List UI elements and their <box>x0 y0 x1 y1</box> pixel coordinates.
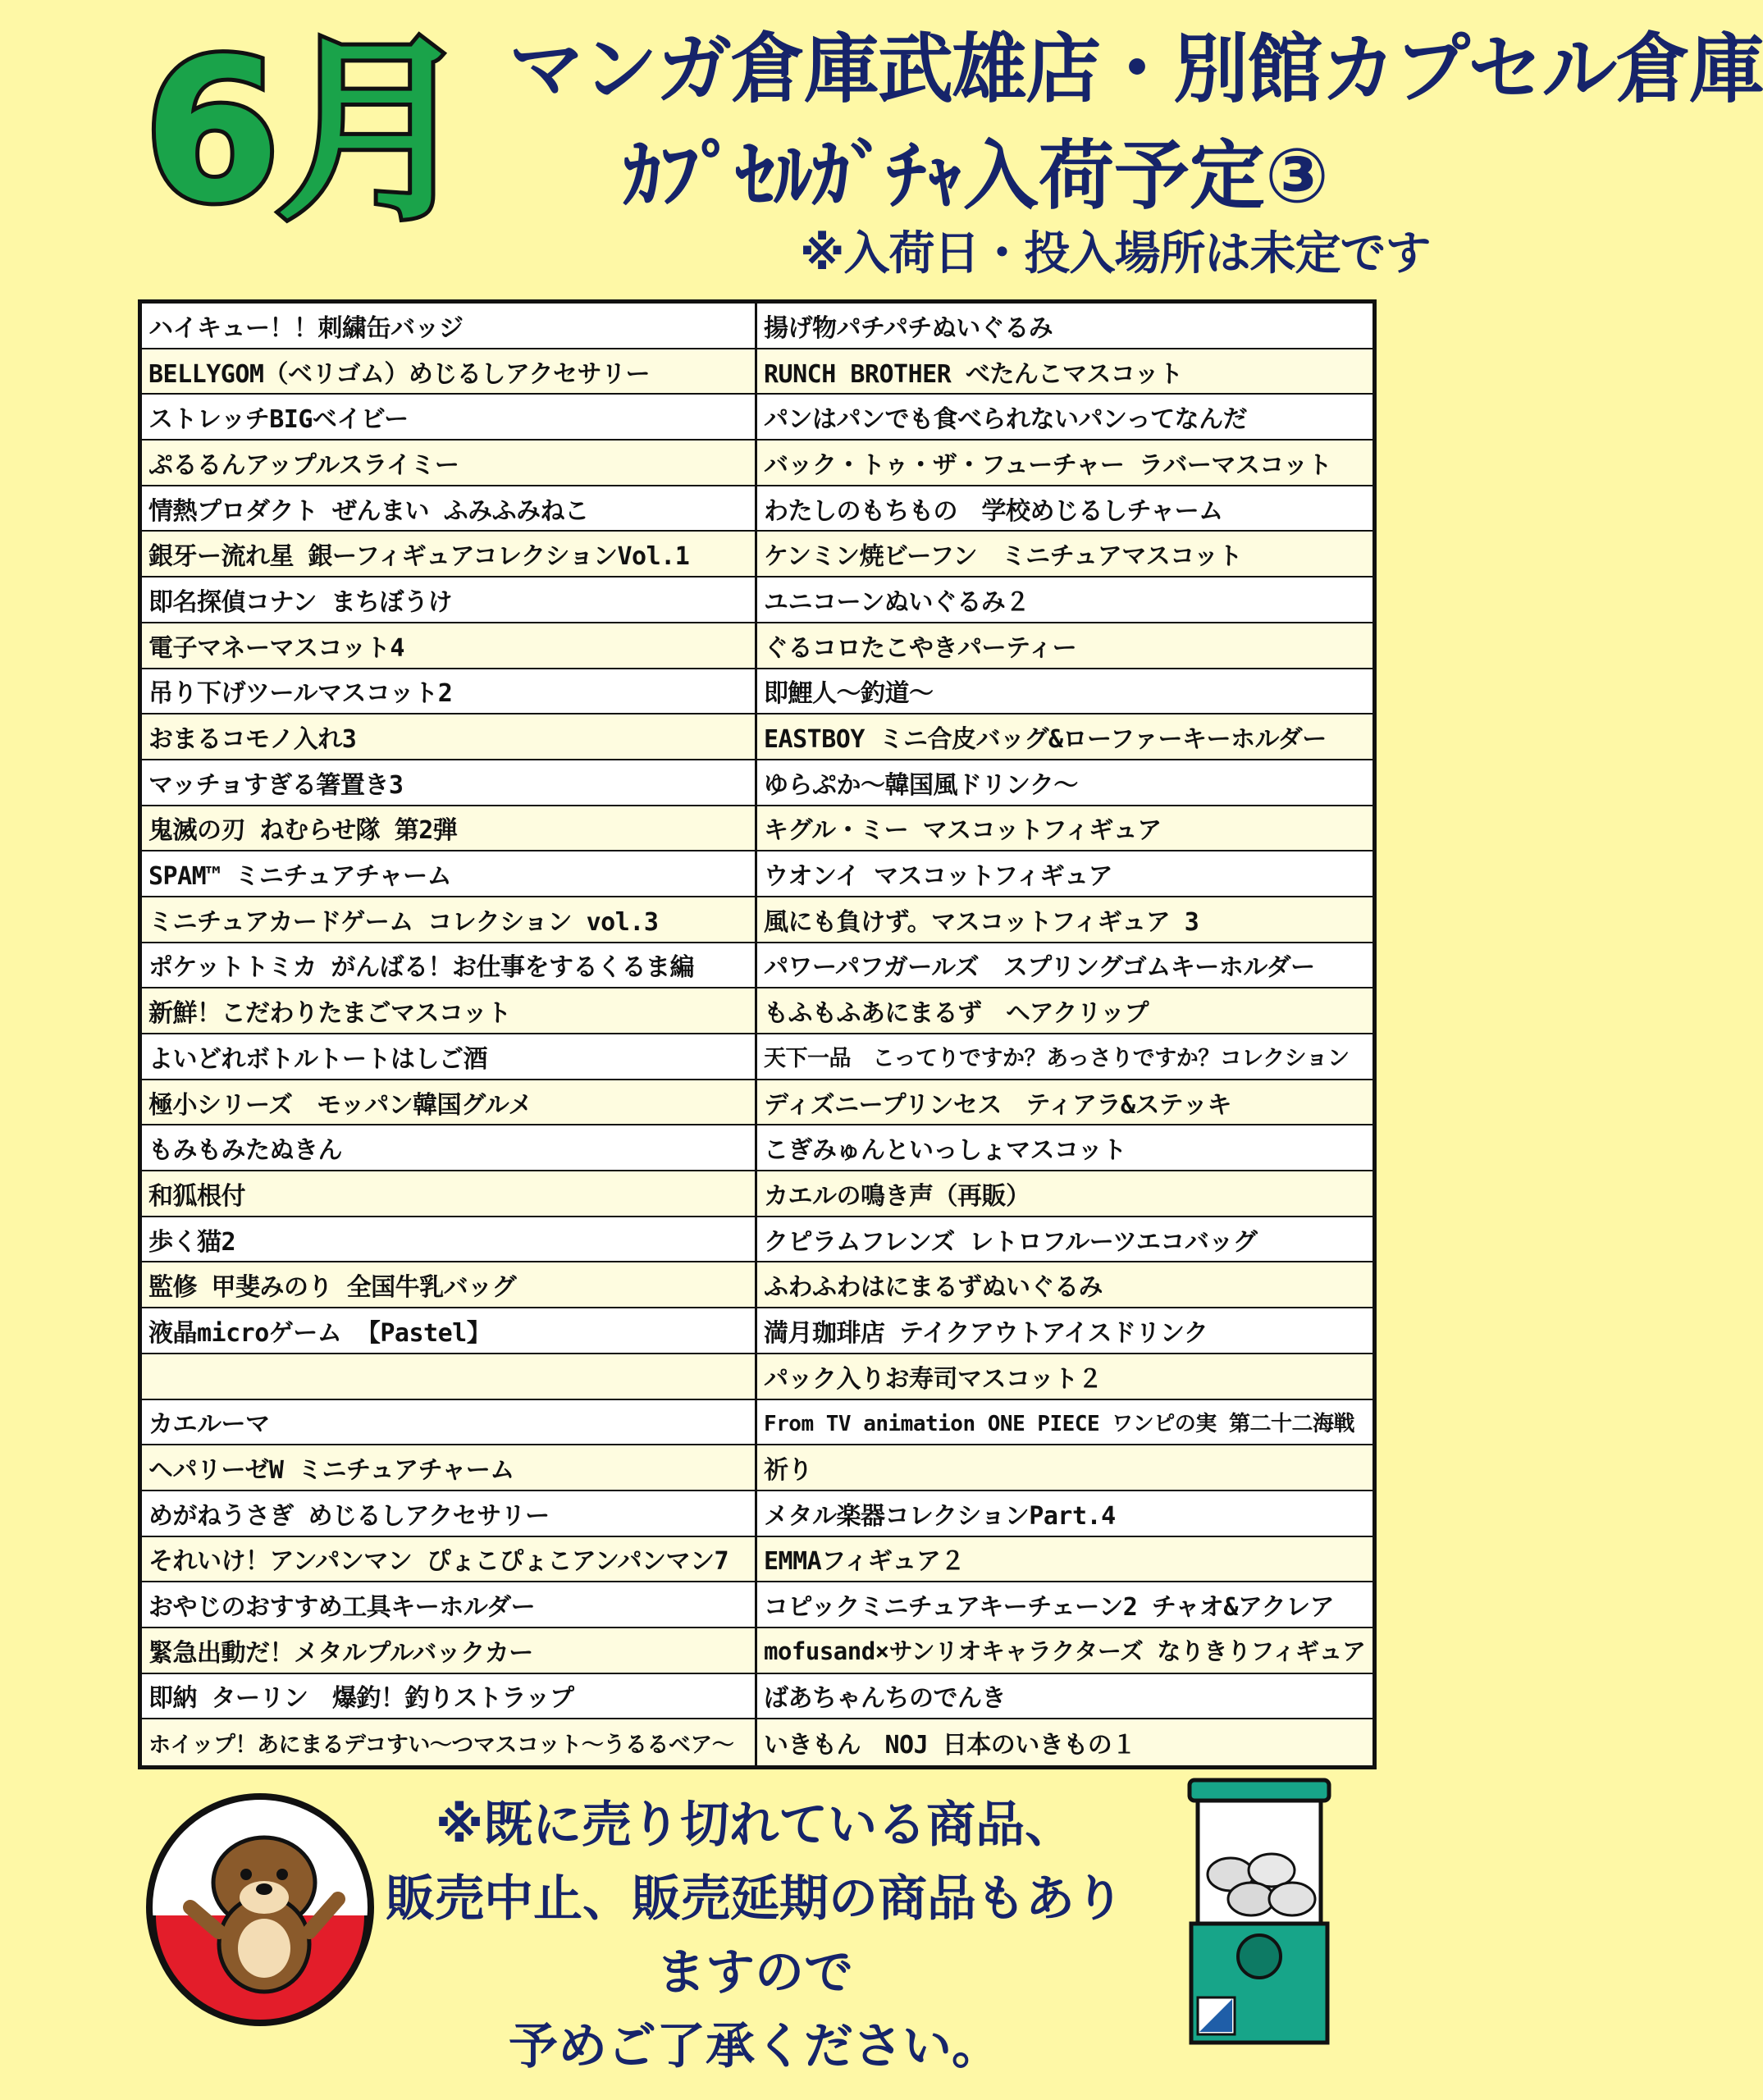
item-right: コピックミニチュアキーチェーン2 チャオ&アクレア <box>757 1582 1372 1627</box>
item-left: それいけ！アンパンマン ぴょこぴょこアンパンマン7 <box>142 1537 757 1582</box>
table-row <box>142 1080 1372 1126</box>
item-right: 天下一品 こってりですか？あっさりですか？コレクション <box>757 1034 1372 1079</box>
gacha-machine-illustration <box>1181 1776 1337 2047</box>
table-row <box>142 760 1372 806</box>
item-left: 即名探偵コナン まちぼうけ <box>142 578 757 622</box>
item-right: 満月珈琲店 テイクアウトアイスドリンク <box>757 1308 1372 1353</box>
item-right: mofusand×サンリオキャラクターズ なりきりフィギュア <box>757 1628 1372 1673</box>
item-left <box>142 1354 757 1399</box>
item-left: めがねうさぎ めじるしアクセサリー <box>142 1491 757 1536</box>
table-row <box>142 441 1372 486</box>
table-row <box>142 349 1372 395</box>
item-left: おまるコモノ入れ3 <box>142 714 757 759</box>
table-row <box>142 1400 1372 1446</box>
item-right: 揚げ物パチパチぬいぐるみ <box>757 304 1372 348</box>
item-right: もふもふあにまるず ヘアクリップ <box>757 988 1372 1033</box>
item-right: ぐるコロたこやきパーティー <box>757 623 1372 668</box>
table-row <box>142 578 1372 623</box>
table-row <box>142 486 1372 532</box>
item-right: パワーパフガールズ スプリングゴムキーホルダー <box>757 943 1372 988</box>
item-left: 吊り下げツールマスコット2 <box>142 669 757 714</box>
table-row <box>142 851 1372 897</box>
table-row <box>142 1217 1372 1263</box>
table-row <box>142 304 1372 349</box>
table-row <box>142 1308 1372 1354</box>
item-left: ミニチュアカードゲーム コレクション vol.3 <box>142 897 757 942</box>
table-row <box>142 1445 1372 1491</box>
item-left: ポケットトミカ がんばる！お仕事をするくるま編 <box>142 943 757 988</box>
item-left: カエルーマ <box>142 1400 757 1445</box>
item-right: From TV animation ONE PIECE ワンピの実 第二十二海戦 <box>757 1400 1372 1445</box>
footer-line-2: 販売中止、販売延期の商品もありますので <box>386 1870 1124 2002</box>
item-right: EMMAフィギュア２ <box>757 1537 1372 1582</box>
item-right: 祈り <box>757 1445 1372 1490</box>
item-right: ディズニープリンセス ティアラ&ステッキ <box>757 1080 1372 1125</box>
table-row <box>142 1171 1372 1217</box>
item-right: パンはパンでも食べられないパンってなんだ <box>757 395 1372 439</box>
item-right: RUNCH BROTHER べたんこマスコット <box>757 349 1372 394</box>
item-right: キグル・ミー マスコットフィギュア <box>757 806 1372 851</box>
item-right: パック入りお寿司マスコット２ <box>757 1354 1372 1399</box>
table-row <box>142 532 1372 578</box>
month-heading: 6月 <box>144 16 468 246</box>
item-right: いきもん NOJ 日本のいきもの１ <box>757 1719 1372 1765</box>
table-row <box>142 943 1372 989</box>
item-left: 極小シリーズ モッパン韓国グルメ <box>142 1080 757 1125</box>
table-row <box>142 1674 1372 1720</box>
item-left: ホイップ！あにまるデコすい～つマスコット～うるるベア～ <box>142 1719 757 1765</box>
table-row <box>142 395 1372 441</box>
table-row <box>142 1354 1372 1400</box>
item-left: 緊急出動だ！メタルプルバックカー <box>142 1628 757 1673</box>
table-row <box>142 1628 1372 1674</box>
item-left: 電子マネーマスコット4 <box>142 623 757 668</box>
item-right: メタル楽器コレクションPart.4 <box>757 1491 1372 1536</box>
footer-notice <box>386 1788 1124 2084</box>
footer-line-1: ※既に売り切れている商品、 <box>435 1796 1075 1854</box>
item-left: 銀牙ー流れ星 銀ーフィギュアコレクションVol.1 <box>142 532 757 576</box>
item-right: ウオンイ マスコットフィギュア <box>757 851 1372 896</box>
item-left: おやじのおすすめ工具キーホルダー <box>142 1582 757 1627</box>
item-left: 監修 甲斐みのり 全国牛乳バッグ <box>142 1262 757 1307</box>
item-left: ストレッチBIGベイビー <box>142 395 757 439</box>
item-table <box>138 299 1377 1769</box>
item-left: ぷるるんアップルスライミー <box>142 441 757 485</box>
item-right: カエルの鳴き声（再販） <box>757 1171 1372 1216</box>
table-row <box>142 897 1372 943</box>
item-left: マッチョすぎる箸置き3 <box>142 760 757 805</box>
item-right: ふわふわはにまるずぬいぐるみ <box>757 1262 1372 1307</box>
item-left: もみもみたぬきん <box>142 1125 757 1170</box>
item-right: ゆらぷか～韓国風ドリンク～ <box>757 760 1372 805</box>
item-left: 歩く猫2 <box>142 1217 757 1262</box>
item-right: 風にも負けず。マスコットフィギュア 3 <box>757 897 1372 942</box>
table-row <box>142 1125 1372 1171</box>
item-right: バック・トゥ・ザ・フューチャー ラバーマスコット <box>757 441 1372 485</box>
footer-line-3: 予めご了承ください。 <box>509 2018 1001 2075</box>
item-right: こぎみゅんといっしょマスコット <box>757 1125 1372 1170</box>
item-left: 鬼滅の刃 ねむらせ隊 第2弾 <box>142 806 757 851</box>
item-left: 和狐根付 <box>142 1171 757 1216</box>
item-left: SPAM™ ミニチュアチャーム <box>142 851 757 896</box>
table-row <box>142 1262 1372 1308</box>
item-left: 液晶microゲーム 【Pastel】 <box>142 1308 757 1353</box>
table-row <box>142 1491 1372 1537</box>
table-row <box>142 714 1372 760</box>
item-right: ばあちゃんちのでんき <box>757 1674 1372 1719</box>
table-row <box>142 1582 1372 1628</box>
item-left: BELLYGOM（ベリゴム）めじるしアクセサリー <box>142 349 757 394</box>
item-right: ユニコーンぬいぐるみ２ <box>757 578 1372 622</box>
item-left: ハイキュー！！刺繍缶バッジ <box>142 304 757 348</box>
item-right: クピラムフレンズ レトロフルーツエコバッグ <box>757 1217 1372 1262</box>
item-right: ケンミン焼ビーフン ミニチュアマスコット <box>757 532 1372 576</box>
otter-capsule-illustration <box>141 1792 379 2022</box>
item-left: 即納 ターリン 爆釣！釣りストラップ <box>142 1674 757 1719</box>
table-row <box>142 1034 1372 1080</box>
item-left: よいどれボトルトートはしご酒 <box>142 1034 757 1079</box>
table-row <box>142 988 1372 1034</box>
item-right: わたしのもちもの 学校めじるしチャーム <box>757 486 1372 531</box>
item-left: 新鮮！こだわりたまごマスコット <box>142 988 757 1033</box>
item-left: ヘパリーゼW ミニチュアチャーム <box>142 1445 757 1490</box>
table-row <box>142 1537 1372 1583</box>
table-row <box>142 623 1372 669</box>
table-row <box>142 1719 1372 1765</box>
item-right: 即鯉人～釣道～ <box>757 669 1372 714</box>
table-row <box>142 669 1372 715</box>
table-row <box>142 806 1372 852</box>
item-right: EASTBOY ミニ合皮バッグ&ローファーキーホルダー <box>757 714 1372 759</box>
item-left: 情熱プロダクト ぜんまい ふみふみねこ <box>142 486 757 531</box>
schedule-note: ※入荷日・投入場所は未定です <box>800 227 1431 281</box>
store-title: マンガ倉庫武雄店・別館カプセル倉庫 <box>509 25 1763 113</box>
schedule-title: ｶﾌﾟｾﾙｶﾞﾁｬ入荷予定③ <box>623 132 1329 220</box>
